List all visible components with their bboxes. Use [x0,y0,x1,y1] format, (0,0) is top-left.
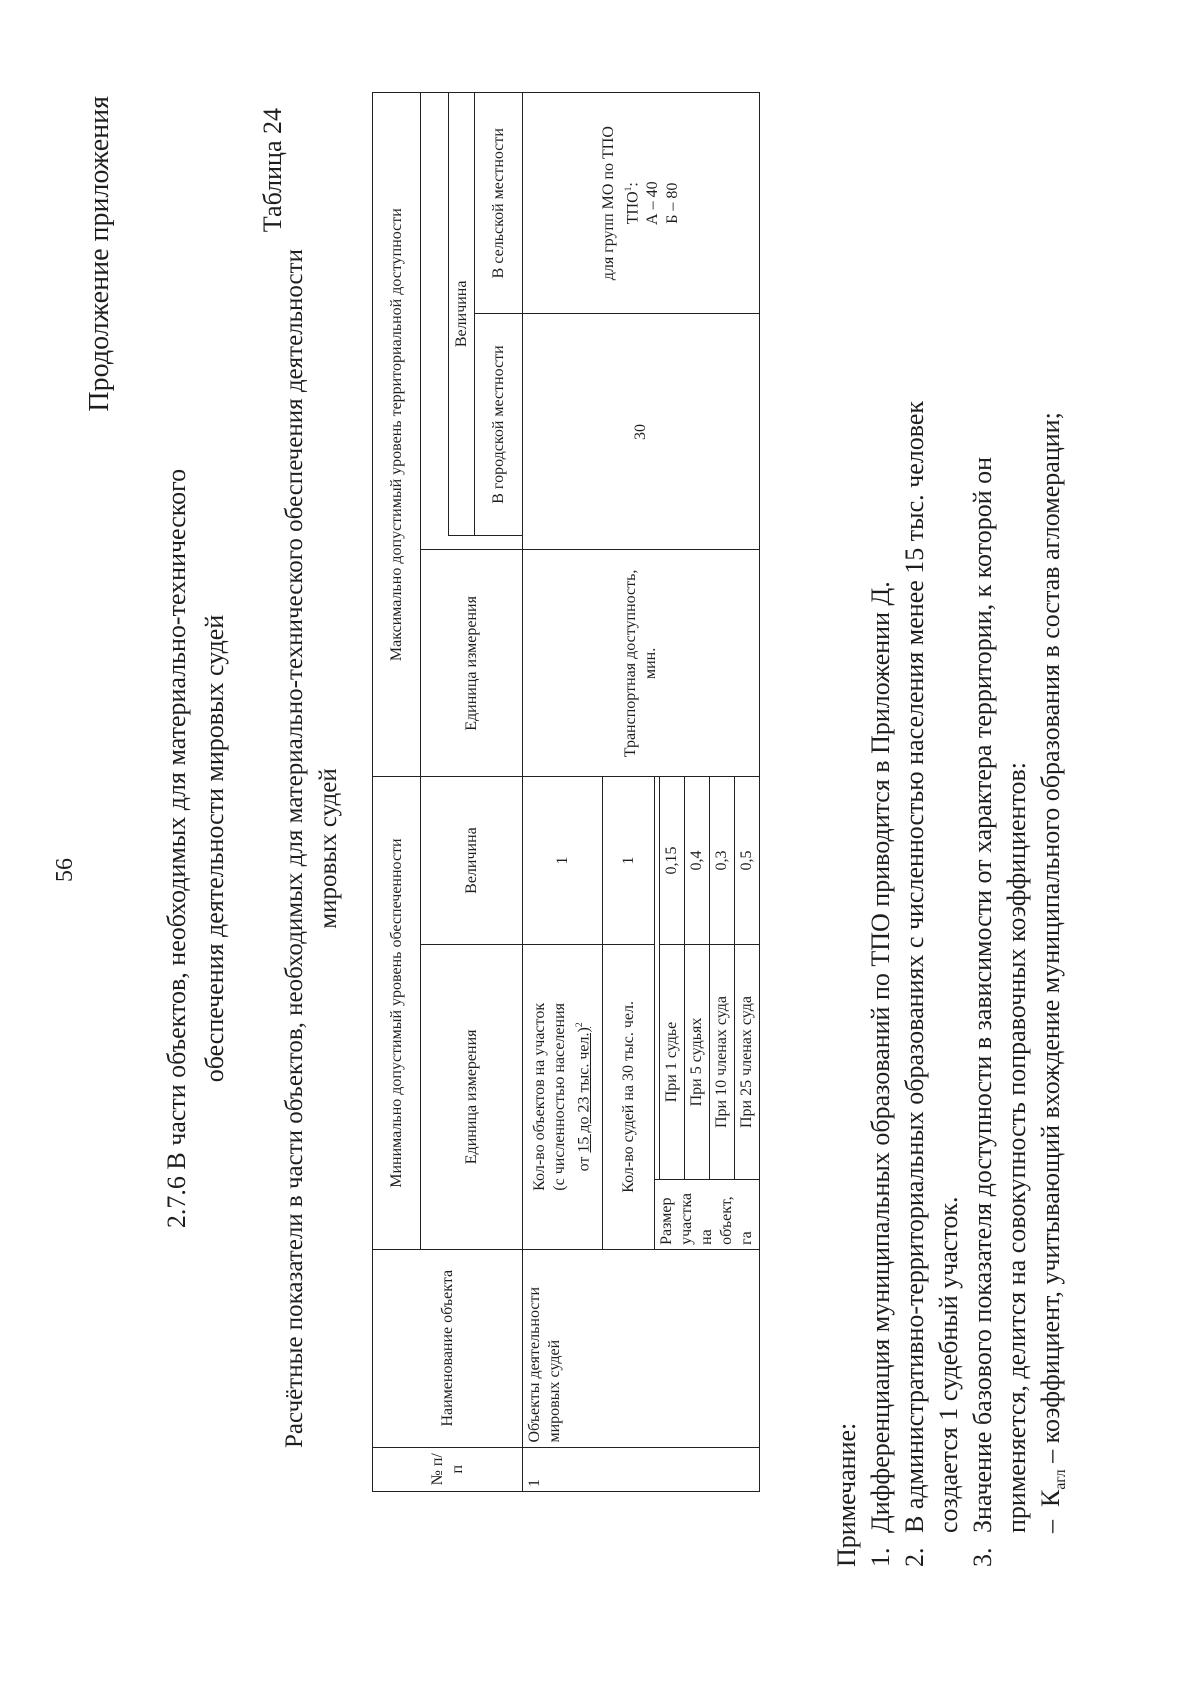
section-title [158,0,234,1697]
value-judges: 1 [603,777,655,945]
header-unit-2: Единица измерения [421,550,523,777]
row-name: Объекты деятельности мировых судей [523,1249,760,1447]
objects-line-3 [570,949,594,1245]
note-1 [864,137,898,1567]
cell-judges-per-30k: Кол-во судей на 30 тыс. чел. [603,944,655,1249]
urban-value: 30 [523,314,760,550]
objects-line-2: (с численностью населения [551,1002,569,1191]
note-1-text: Дифференциация муниципальных образований по ТПО приводится в Приложении Д. [866,581,895,1533]
continuation-label: Продолжение приложения [84,96,115,412]
section-title-line-1: 2.7.6 В части объектов, необходимых для материально-технического [162,468,191,1229]
table-number: Таблица 24 [258,108,287,233]
objects-line-1: Кол-во объектов на участок [531,1002,549,1191]
table-title-line-1: Расчётные показатели в части объектов, необходимых для материально-технического обеспечения деятельности [281,249,308,1448]
size-value-1: 0,15 [660,777,685,945]
note-2-text-a: В административно-территориальных образованиях с численностью населения менее 15 тыс. человек [900,400,929,1533]
size-label-4: При 25 членах суда [735,944,760,1179]
header-value: Величина [421,777,523,945]
size-label-3: При 10 членах суда [710,944,735,1179]
note-3-text-a: Значение базового показателя доступности в зависимости от характера территории, к которой он [968,456,997,1533]
transport-access: Транспортная доступность, мин. [523,550,760,777]
note-2-number: 2. [900,1547,929,1567]
value-objects: 1 [523,777,603,945]
size-value-3: 0,3 [710,777,735,945]
header-spacer [421,93,449,551]
table-title [278,0,346,1697]
rural-group-b: Б – 80 [664,182,682,224]
header-min-level: Минимально допустимый уровень обеспеченности [373,777,421,1250]
note-2 [898,137,932,1567]
cell-objects-per-district [523,944,603,1249]
size-label: Размер участка на объект, га [655,1180,760,1250]
notes-title: Примечание: [832,1422,861,1567]
note-2-text-b: создается 1 судебный участок. [934,1196,963,1533]
footnote-ref-2: 2 [574,1022,586,1028]
table-title-line-2: мировых судей [315,768,342,929]
indicators-table [372,92,760,1492]
rural-line-2: ТПО$^1$: [622,182,642,225]
size-value-2: 0,4 [685,777,710,945]
header-urban: В городской местности [475,314,523,535]
header-value-spacer [449,535,523,550]
section-title-line-2: обеспечения деятельности мировых судей [200,614,229,1083]
rural-group-a: А – 40 [644,181,662,225]
row-num: 1 [523,1447,760,1491]
notes-block [830,137,1078,1567]
objects-range: 15 до 23 тыс. чел.) [575,1027,593,1153]
note-3-text-b: применяется, делится на совокупность поправочных коэффициентов: [1002,762,1031,1533]
header-max-level: Максимально допустимый уровень территориальной доступности [373,93,421,777]
coef-dash: – [1036,1520,1065,1533]
note-3-number: 3. [968,1547,997,1567]
rural-line-1: для групп МО по ТПО [599,126,617,281]
coef-subscript: агл [1052,1469,1070,1490]
note-1-number: 1. [866,1547,895,1567]
rural-colon: : [624,182,642,187]
page-number: 56 [52,858,78,882]
header-num: № п/п [373,1447,523,1491]
coef-symbol: К [1036,1489,1065,1507]
footnote-ref-1: 1 [622,186,634,192]
objects-from: от [575,1152,593,1172]
rural-value [523,93,760,314]
header-value-2: Величина [449,93,475,536]
note-3 [966,137,1000,1567]
header-name: Наименование объекта [373,1249,523,1447]
size-label-2: При 5 судьях [685,944,710,1179]
header-unit: Единица измерения [421,944,523,1249]
size-label-1: При 1 судье [660,944,685,1179]
size-value-4: 0,5 [735,777,760,945]
header-rural: В сельской местности [475,93,523,314]
coef-description: – коэффициент, учитывающий вхождение муниципального образования в состав агломерации; [1036,412,1065,1470]
note-coefficient [1034,137,1078,1567]
